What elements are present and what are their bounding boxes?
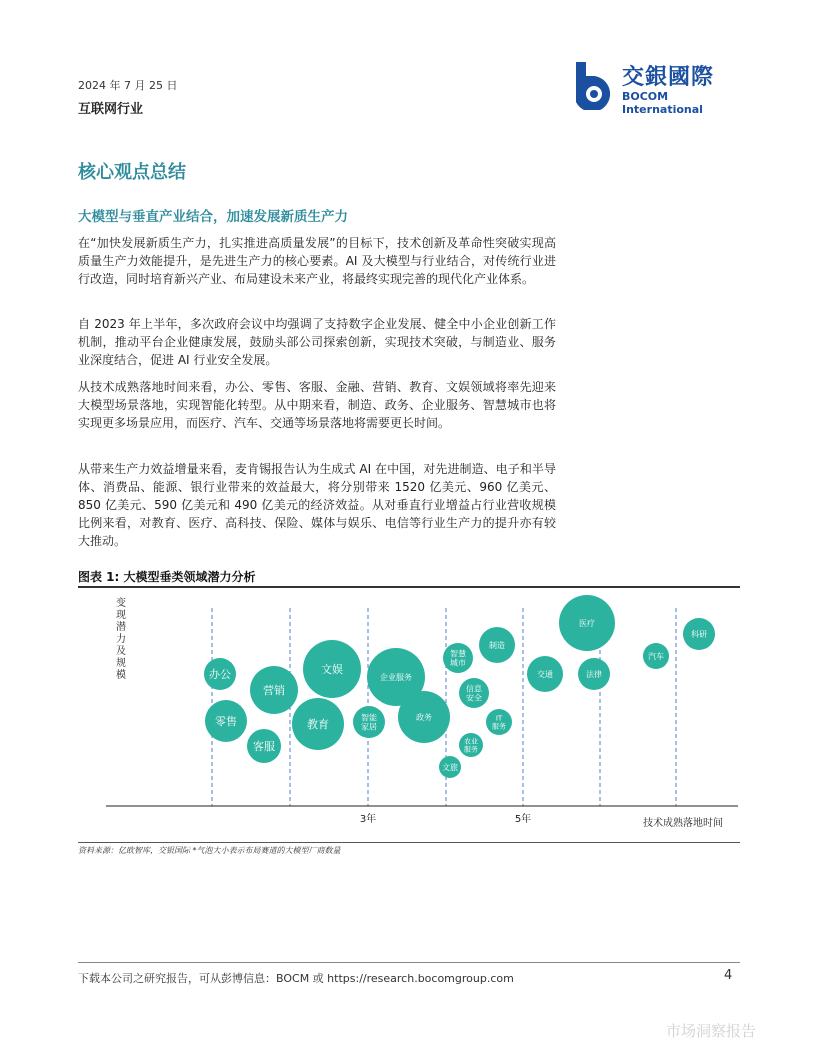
logo-chinese-name: 交銀國際	[622, 65, 715, 90]
section-title: 核心观点总结	[78, 162, 186, 183]
bubble-label-0: 办公	[209, 667, 231, 681]
bubble-label-15: 交通	[537, 669, 553, 679]
bocom-logo	[570, 58, 750, 116]
bubble-label-6: 智能家居	[361, 713, 377, 732]
bubble-label-8: 政务	[416, 712, 432, 722]
bubble-label-14: 文旅	[442, 762, 458, 772]
paragraph-4: 从带来生产力效益增量来看，麦肯锡报告认为生成式 AI 在中国，对先进制造、电子和半导体、消费品、能源、银行业带来的效益最大，将分别带来 1520 亿美元、960 亿美元、850 亿美元、590 亿美元和 490 亿美元的经济效益。从对垂直行业增益占行业营收规模比例来看，对教育、医疗、高科技、保险、媒体与娱乐、电信等行业生产力的提升亦有较大推动。	[78, 462, 556, 548]
bubble-label-17: 法律	[586, 669, 602, 679]
paragraph-2: 自 2023 年上半年，多次政府会议中均强调了支持数字企业发展、健全中小企业创新工作机制，推动平台企业健康发展，鼓励头部公司探索创新，实现技术突破，与制造业、服务业深度结合，促进 AI 行业安全发展。	[78, 317, 556, 367]
bubble-label-11: 信息安全	[466, 684, 482, 703]
bubble-label-7: 企业服务	[380, 672, 412, 682]
bubble-label-1: 零售	[215, 714, 237, 728]
footer-text: 下载本公司之研究报告，可从彭博信息：BOCM 或 https://research.bocomgroup.com	[78, 972, 514, 985]
footer-rule	[78, 962, 740, 963]
bubble-chart	[78, 588, 740, 840]
bocom-logo-icon	[570, 58, 618, 110]
paragraph-3: 从技术成熟落地时间来看，办公、零售、客服、金融、营销、教育、文娱领域将率先迎来大模型场景落地，实现智能化转型。从中期来看，制造、政务、企业服务、智慧城市也将实现更多场景应用，而医疗、汽车、交通等场景落地将需要更长时间。	[78, 380, 556, 430]
watermark: 市场洞察报告	[666, 1022, 757, 1040]
chart-bubbles	[204, 595, 715, 778]
figure-bottom-rule	[78, 842, 740, 843]
page-number: 4	[724, 968, 733, 983]
bubble-label-19: 科研	[691, 629, 707, 639]
paragraph-1: 在“加快发展新质生产力，扎实推进高质量发展”的目标下，技术创新及革命性突破实现高质量生产力效能提升，是先进生产力的核心要素。AI 及大模型与行业结合，对传统行业进行改造，同时培育新兴产业、布局建设未来产业，将最终实现完善的现代化产业体系。	[78, 236, 556, 286]
bubble-label-9: 智慧城市	[450, 649, 466, 668]
bubble-label-4: 文娱	[321, 662, 343, 676]
bubble-label-2: 营销	[263, 683, 285, 697]
bubble-label-3: 客服	[253, 739, 275, 753]
bubble-label-13: 农业服务	[464, 737, 478, 754]
y-axis-label: 变现潜力及规模	[116, 598, 126, 681]
x-tick-label-1: 5年	[514, 814, 532, 825]
bubble-label-18: 汽车	[648, 651, 664, 661]
industry-label: 互联网行业	[78, 102, 144, 117]
figure-title: 图表 1: 大模型垂类领域潜力分析	[78, 570, 256, 584]
logo-english-name: BOCOM International	[622, 90, 703, 116]
x-axis-ticks	[360, 812, 531, 825]
bubble-label-5: 教育	[307, 717, 329, 731]
bubble-label-16: 医疗	[579, 618, 595, 628]
bubble-label-10: 制造	[489, 640, 505, 650]
x-axis-label: 技术成熟落地时间	[643, 818, 723, 829]
sub-title: 大模型与垂直产业结合，加速发展新质生产力	[78, 209, 348, 225]
figure-source: 资料来源：亿欧智库，交银国际 *气泡大小表示布局赛道的大模型厂商数量	[78, 846, 341, 855]
bubble-label-12: IT 服务	[492, 714, 506, 731]
report-date: 2024 年 7 月 25 日	[78, 79, 178, 92]
x-tick-label-0: 3年	[359, 814, 377, 825]
